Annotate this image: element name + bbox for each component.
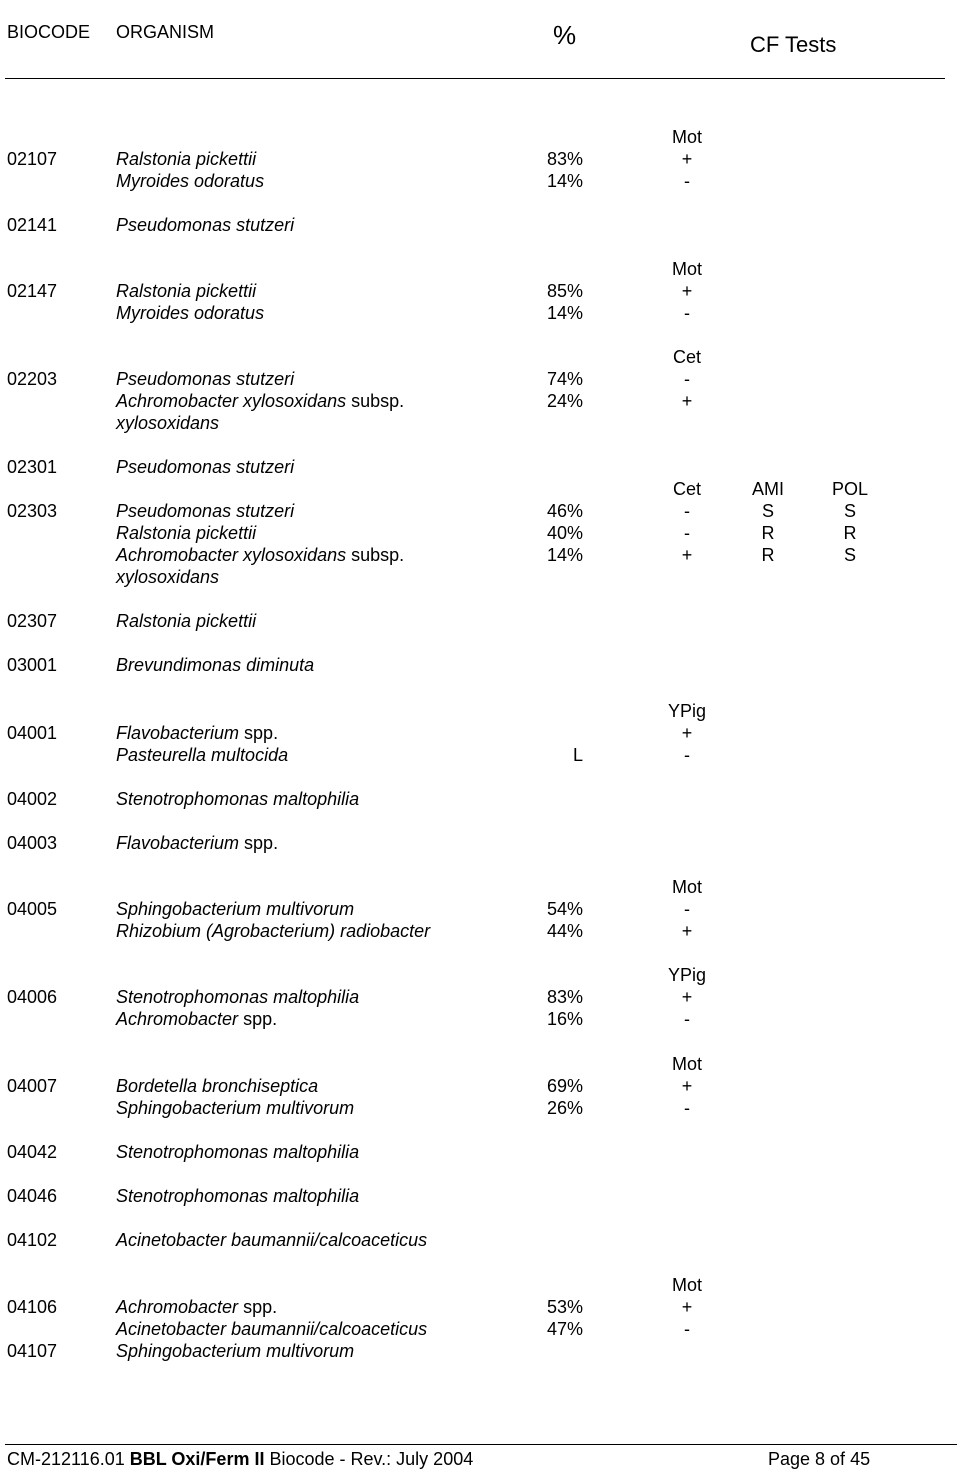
biocode-cell: 02141 xyxy=(7,215,58,235)
percent-cell: 14% xyxy=(546,303,583,323)
test-header: Mot xyxy=(671,1275,702,1295)
organism-name: Pseudomonas stutzeri xyxy=(116,457,295,477)
percent-cell: 53% xyxy=(546,1297,583,1317)
organism-cell xyxy=(116,722,278,744)
header-biocode: BIOCODE xyxy=(7,22,91,42)
test-result: - xyxy=(684,171,690,191)
organism-cell xyxy=(116,456,294,478)
biocode-cell: 02307 xyxy=(7,611,58,631)
footer-title-rest: Biocode - Rev.: July 2004 xyxy=(264,1449,474,1469)
biocode-cell: 04046 xyxy=(7,1186,58,1206)
organism-cell xyxy=(116,1340,354,1362)
header-cf-tests: CF Tests xyxy=(750,32,837,57)
test-header: AMI xyxy=(751,479,784,499)
biocode-cell: 04107 xyxy=(7,1341,58,1361)
test-result: + xyxy=(681,1076,693,1096)
biocode-cell: 04003 xyxy=(7,833,58,853)
organism-name: Sphingobacterium multivorum xyxy=(116,1341,355,1361)
organism-cell xyxy=(116,412,219,434)
organism-name: Rhizobium (Agrobacterium) radiobacter xyxy=(116,921,431,941)
organism-cell xyxy=(116,1229,427,1251)
organism-cell xyxy=(116,214,294,236)
biocode-cell: 02203 xyxy=(7,369,58,389)
test-header: YPig xyxy=(667,965,707,985)
biocode-cell: 04042 xyxy=(7,1142,58,1162)
organism-suffix: spp. xyxy=(238,1009,278,1029)
percent-cell: 47% xyxy=(546,1319,583,1339)
percent-cell: 40% xyxy=(546,523,583,543)
test-result: - xyxy=(684,745,690,765)
test-header: Mot xyxy=(671,259,702,279)
test-result: - xyxy=(684,303,690,323)
test-result: - xyxy=(684,1319,690,1339)
organism-cell xyxy=(116,1008,277,1030)
biocode-cell: 02107 xyxy=(7,149,58,169)
test-result: S xyxy=(843,545,856,565)
organism-cell xyxy=(116,788,359,810)
percent-cell: 14% xyxy=(546,545,583,565)
organism-name: Acinetobacter baumannii/calcoaceticus xyxy=(116,1319,428,1339)
footer-rule xyxy=(5,1444,957,1445)
biocode-cell: 04106 xyxy=(7,1297,58,1317)
organism-name: Ralstonia pickettii xyxy=(116,281,257,301)
organism-name: Ralstonia pickettii xyxy=(116,149,257,169)
test-result: S xyxy=(761,501,774,521)
footer-page-number: Page 8 of 45 xyxy=(768,1449,871,1469)
organism-name: Achromobacter xylosoxidans xyxy=(116,545,347,565)
organism-name: Achromobacter xyxy=(116,1009,239,1029)
test-result: + xyxy=(681,281,693,301)
biocode-cell: 04007 xyxy=(7,1076,58,1096)
percent-cell: 44% xyxy=(546,921,583,941)
test-header: Mot xyxy=(671,127,702,147)
organism-cell xyxy=(116,1185,359,1207)
organism-cell xyxy=(116,390,404,412)
biocode-cell: 02303 xyxy=(7,501,58,521)
test-result: + xyxy=(681,149,693,169)
percent-cell: 16% xyxy=(546,1009,583,1029)
organism-name: Pasteurella multocida xyxy=(116,745,289,765)
organism-suffix: subsp. xyxy=(346,545,405,565)
header-percent: % xyxy=(553,20,577,50)
footer-doc-id: CM-212116.01 xyxy=(7,1449,130,1469)
percent-cell: L xyxy=(572,745,583,765)
organism-name: Ralstonia pickettii xyxy=(116,611,257,631)
organism-cell xyxy=(116,148,256,170)
organism-name: Achromobacter xyxy=(116,1297,239,1317)
organism-name: Achromobacter xylosoxidans xyxy=(116,391,347,411)
footer-doc-info xyxy=(7,1447,473,1471)
organism-name: Myroides odoratus xyxy=(116,171,265,191)
organism-cell xyxy=(116,986,359,1008)
organism-name: Brevundimonas diminuta xyxy=(116,655,315,675)
test-header: Cet xyxy=(672,479,701,499)
organism-cell xyxy=(116,500,294,522)
test-result: - xyxy=(684,1009,690,1029)
header-rule xyxy=(5,78,945,79)
organism-cell xyxy=(116,920,430,942)
test-result: + xyxy=(681,921,693,941)
test-result: - xyxy=(684,369,690,389)
organism-cell xyxy=(116,368,294,390)
organism-cell xyxy=(116,544,404,566)
biocode-cell: 04001 xyxy=(7,723,58,743)
organism-name: Stenotrophomonas maltophilia xyxy=(116,789,360,809)
organism-name: Stenotrophomonas maltophilia xyxy=(116,1186,360,1206)
biocode-cell: 03001 xyxy=(7,655,58,675)
organism-name: Acinetobacter baumannii/calcoaceticus xyxy=(116,1230,428,1250)
organism-cell xyxy=(116,832,278,854)
organism-cell xyxy=(116,302,264,324)
test-result: - xyxy=(684,501,690,521)
test-result: - xyxy=(684,1098,690,1118)
test-result: + xyxy=(681,987,693,1007)
organism-cell xyxy=(116,522,256,544)
percent-cell: 74% xyxy=(546,369,583,389)
percent-cell: 85% xyxy=(546,281,583,301)
test-result: + xyxy=(681,723,693,743)
organism-name: Sphingobacterium multivorum xyxy=(116,899,355,919)
organism-cell xyxy=(116,610,256,632)
organism-name: Stenotrophomonas maltophilia xyxy=(116,987,360,1007)
test-header: POL xyxy=(831,479,869,499)
organism-cell xyxy=(116,898,354,920)
percent-cell: 26% xyxy=(546,1098,583,1118)
organism-cell xyxy=(116,1075,318,1097)
percent-cell: 24% xyxy=(546,391,583,411)
organism-name: Bordetella bronchiseptica xyxy=(116,1076,319,1096)
organism-suffix: subsp. xyxy=(346,391,405,411)
organism-name: Pseudomonas stutzeri xyxy=(116,501,295,521)
organism-cell xyxy=(116,566,219,588)
percent-cell: 46% xyxy=(546,501,583,521)
test-result: + xyxy=(681,545,693,565)
organism-name: Flavobacterium xyxy=(116,833,240,853)
organism-cell xyxy=(116,1141,359,1163)
organism-cell xyxy=(116,170,264,192)
test-result: + xyxy=(681,391,693,411)
organism-cell xyxy=(116,1296,277,1318)
percent-cell: 83% xyxy=(546,987,583,1007)
biocode-cell: 04005 xyxy=(7,899,58,919)
biocode-cell: 02301 xyxy=(7,457,58,477)
test-result: - xyxy=(684,899,690,919)
test-header: Mot xyxy=(671,1054,702,1074)
test-result: R xyxy=(843,523,857,543)
organism-name: Flavobacterium xyxy=(116,723,240,743)
organism-suffix: spp. xyxy=(238,1297,278,1317)
test-result: R xyxy=(761,523,775,543)
organism-suffix: spp. xyxy=(239,833,279,853)
biocode-cell: 04006 xyxy=(7,987,58,1007)
organism-name: Sphingobacterium multivorum xyxy=(116,1098,355,1118)
organism-cell xyxy=(116,654,314,676)
organism-name: Ralstonia pickettii xyxy=(116,523,257,543)
organism-name: Pseudomonas stutzeri xyxy=(116,369,295,389)
percent-cell: 83% xyxy=(546,149,583,169)
test-header: YPig xyxy=(667,701,707,721)
organism-cell xyxy=(116,1318,427,1340)
organism-name: Myroides odoratus xyxy=(116,303,265,323)
organism-name: xylosoxidans xyxy=(116,567,220,587)
header-organism: ORGANISM xyxy=(116,22,215,42)
organism-cell xyxy=(116,280,256,302)
organism-cell xyxy=(116,744,288,766)
footer-title-bold: BBL Oxi/Ferm II xyxy=(129,1449,265,1469)
test-header: Cet xyxy=(672,347,701,367)
test-result: - xyxy=(684,523,690,543)
percent-cell: 54% xyxy=(546,899,583,919)
percent-cell: 69% xyxy=(546,1076,583,1096)
percent-cell: 14% xyxy=(546,171,583,191)
organism-cell xyxy=(116,1097,354,1119)
organism-name: Stenotrophomonas maltophilia xyxy=(116,1142,360,1162)
biocode-cell: 04102 xyxy=(7,1230,58,1250)
organism-suffix: spp. xyxy=(239,723,279,743)
column-header xyxy=(0,0,960,80)
test-result: S xyxy=(843,501,856,521)
organism-name: xylosoxidans xyxy=(116,413,220,433)
biocode-cell: 04002 xyxy=(7,789,58,809)
test-result: R xyxy=(761,545,775,565)
test-result: + xyxy=(681,1297,693,1317)
test-header: Mot xyxy=(671,877,702,897)
organism-name: Pseudomonas stutzeri xyxy=(116,215,295,235)
biocode-cell: 02147 xyxy=(7,281,58,301)
